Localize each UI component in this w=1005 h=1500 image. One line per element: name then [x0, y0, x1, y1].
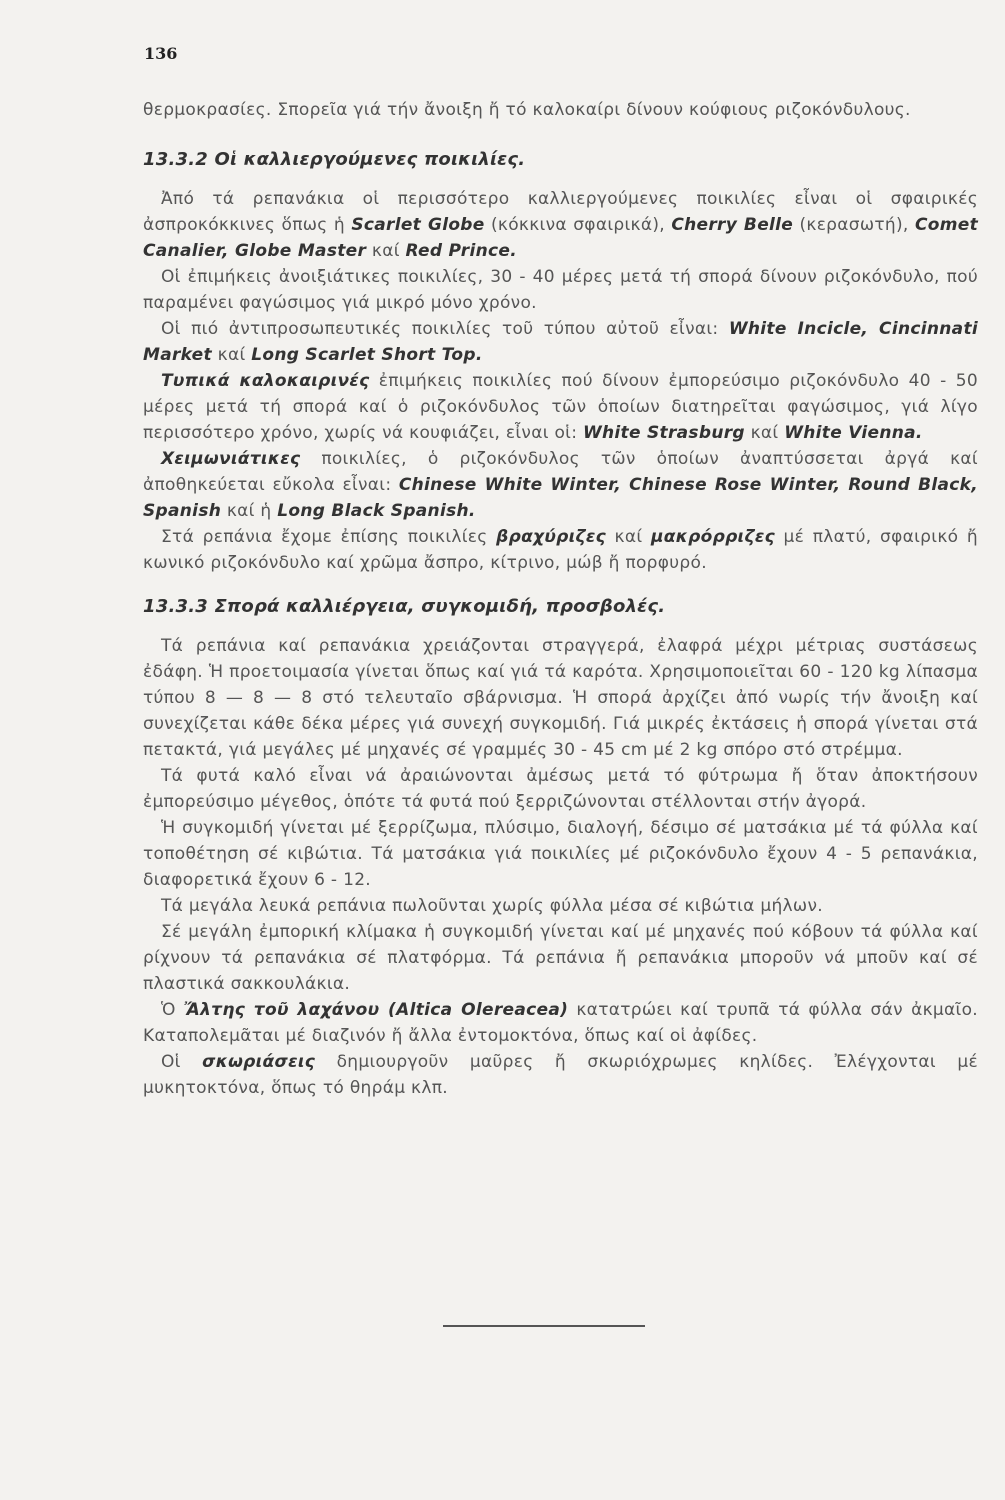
- paragraph-representative-varieties: Οἱ πιό ἀντιπροσωπευτικές ποικιλίες τοῦ τύπου αὐτοῦ εἶναι: White Incicle, Cincinnati Market καί Long Scarlet Short Top.: [143, 319, 978, 365]
- pest-name: Ἄλτης τοῦ λαχάνου (Altica Olereacea): [183, 1000, 569, 1020]
- closing-rule: [443, 1325, 645, 1327]
- section-heading-varieties: 13.3.2 Οἱ καλλιεργούμενες ποικιλίες.: [143, 149, 526, 170]
- section-heading-sowing: 13.3.3 Σπορά καλλιέργεια, συγκομιδή, προσβολές.: [143, 596, 666, 617]
- paragraph-spring-varieties: Οἱ ἐπιμήκεις ἀνοιξιάτικες ποικιλίες, 30 - 40 μέρες μετά τή σπορά δίνουν ριζοκόνδυλο, πού παραμένει φαγώσιμος γιά μικρό μόνο χρόνο.: [143, 267, 978, 313]
- paragraph-large-radishes: Τά μεγάλα λευκά ρεπάνια πωλοῦνται χωρίς φύλλα μέσα σέ κιβώτια μήλων.: [161, 896, 823, 916]
- page-number: 136: [144, 44, 178, 63]
- paragraph-rust-disease: Οἱ σκωριάσεις δημιουργοῦν μαῦρες ἤ σκωριόχρωμες κηλίδες. Ἐλέγχονται μέ μυκητοκτόνα, ὅπως τό θηράμ κλπ.: [143, 1052, 979, 1098]
- page-content: [143, 97, 978, 1101]
- term-summer: Τυπικά καλοκαιρινές: [161, 371, 370, 391]
- variety-name: Cherry Belle: [671, 215, 794, 235]
- paragraph-spherical-varieties: Ἀπό τά ρεπανάκια οἱ περισσότερο καλλιεργούμενες ποικιλίες εἶναι οἱ σφαιρικές ἀσπροκόκκινες ὅπως ἡ Scarlet Globe (κόκκινα σφαιρικά), Cherry Belle (κερασωτή), Comet Canalier, Globe Master καί Red Prince.: [143, 189, 979, 261]
- paragraph-summer-varieties: Τυπικά καλοκαιρινές ἐπιμήκεις ποικιλίες πού δίνουν ἐμπορεύσιμο ριζοκόνδυλο 40 - 50 μέρες μετά τή σπορά καί ὁ ριζοκόνδυλος τῶν ὁποίων διατηρεῖται φαγώσιμος, γιά λίγο περισσότερο χρόνο, χωρίς νά κουφιάζει, εἶναι οἱ: White Strasburg καί White Vienna.: [143, 371, 978, 443]
- variety-name: Chinese White Winter, Chinese Rose Winter, Round Black, Spanish: [143, 475, 978, 521]
- paragraph-mechanical-harvest: Σέ μεγάλη ἐμπορική κλίμακα ἡ συγκομιδή γίνεται καί μέ μηχανές πού κόβουν τά φύλλα καί ρίχνουν τά ρεπανάκια σέ πλατφόρμα. Τά ρεπάνια ἤ ρεπανάκια μποροῦν νά μποῦν καί σέ πλαστικά σακκουλάκια.: [143, 922, 978, 994]
- term-short-root: βραχύριζες: [496, 527, 606, 547]
- variety-name: White Vienna.: [784, 423, 923, 443]
- variety-name: White Strasburg: [582, 423, 745, 443]
- paragraph-winter-varieties: Χειμωνιάτικες ποικιλίες, ὁ ριζοκόνδυλος τῶν ὁποίων ἀναπτύσσεται ἀργά καί ἀποθηκεύεται εὔκολα εἶναι: Chinese White Winter, Chinese Rose Winter, Round Black, Spanish καί ἡ Long Black Spanish.: [143, 449, 978, 521]
- term-winter: Χειμωνιάτικες: [161, 449, 301, 469]
- term-long-root: μακρόρριζες: [651, 527, 775, 547]
- intro-paragraph: θερμοκρασίες. Σπορεῖα γιά τήν ἄνοιξη ἤ τό καλοκαίρι δίνουν κούφιους ριζοκόνδυλους.: [143, 100, 911, 120]
- paragraph-pest-altica: Ὁ Ἄλτης τοῦ λαχάνου (Altica Olereacea) κατατρώει καί τρυπᾶ τά φύλλα σάν ἀκμαῖο. Καταπολεμᾶται μέ διαζινόν ἤ ἄλλα ἐντομοκτόνα, ὅπως καί οἱ ἀφίδες.: [143, 1000, 978, 1046]
- variety-name: Comet Canalier, Globe Master: [143, 215, 979, 261]
- variety-name: White Incicle, Cincinnati Market: [143, 319, 978, 365]
- paragraph-root-shapes: Στά ρεπάνια ἔχομε ἐπίσης ποικιλίες βραχύριζες καί μακρόρριζες μέ πλατύ, σφαιρικό ἤ κωνικό ριζοκόνδυλο καί χρῶμα ἄσπρο, κίτρινο, μώβ ἤ πορφυρό.: [143, 527, 978, 573]
- paragraph-thinning: Τά φυτά καλό εἶναι νά ἀραιώνονται ἀμέσως μετά τό φύτρωμα ἤ ὅταν ἀποκτήσουν ἐμπορεύσιμο μέγεθος, ὁπότε τά φυτά πού ξερριζώνονται στέλλονται στήν ἀγορά.: [143, 766, 978, 812]
- variety-name: Scarlet Globe: [351, 215, 485, 235]
- paragraph-soil-sowing: Τά ρεπάνια καί ρεπανάκια χρειάζονται στραγγερά, ἐλαφρά μέχρι μέτριας συστάσεως ἐδάφη. Ἡ προετοιμασία γίνεται ὅπως καί γιά τά καρότα. Χρησιμοποιεῖται 60 - 120 kg λίπασμα τύπου 8 — 8 — 8 στό τελευταῖο σβάρνισμα. Ἡ σπορά ἀρχίζει ἀπό νωρίς τήν ἄνοιξη καί συνεχίζεται κάθε δέκα μέρες γιά συνεχή συγκομιδή. Γιά μικρές ἐκτάσεις ἡ σπορά γίνεται στά πετακτά, γιά μεγάλες μέ μηχανές σέ γραμμές 30 - 45 cm μέ 2 kg σπόρο στό στρέμμα.: [143, 636, 978, 760]
- disease-name: σκωριάσεις: [202, 1052, 316, 1072]
- variety-name: Long Scarlet Short Top.: [251, 345, 483, 365]
- variety-name: Long Black Spanish.: [277, 501, 476, 521]
- variety-name: Red Prince.: [405, 241, 517, 261]
- paragraph-harvest: Ἡ συγκομιδή γίνεται μέ ξερρίζωμα, πλύσιμο, διαλογή, δέσιμο σέ ματσάκια μέ τά φύλλα καί τοποθέτηση σέ κιβώτια. Τά ματσάκια γιά ποικιλίες μέ ριζοκόνδυλο ἔχουν 4 - 5 ρεπανάκια, διαφορετικά ἔχουν 6 - 12.: [143, 818, 978, 890]
